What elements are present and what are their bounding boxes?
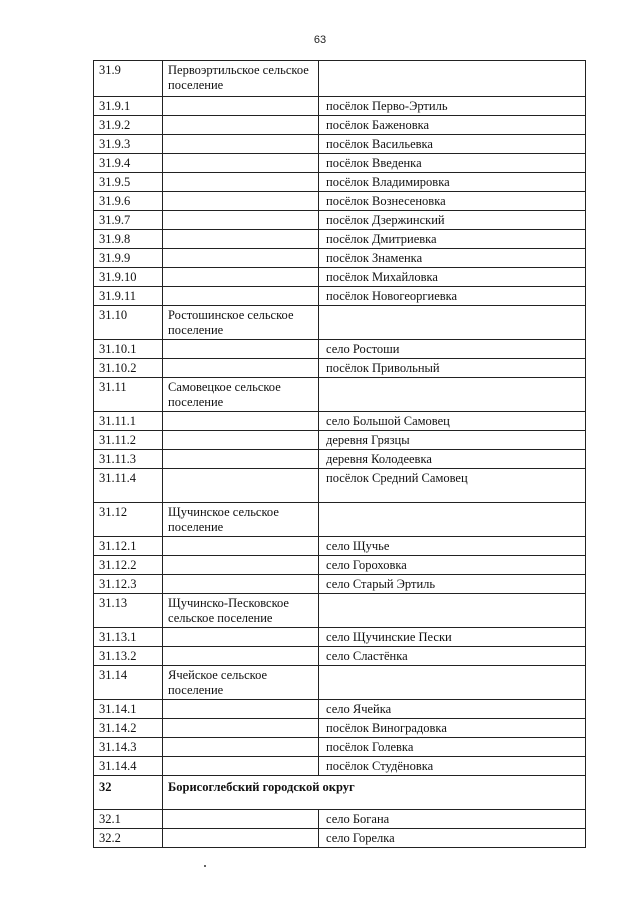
row-number: 31.9.6 [94,192,163,211]
table-row [94,556,586,575]
settlement-name [163,469,319,503]
table-row [94,647,586,666]
row-number: 31.9.2 [94,116,163,135]
table-row [94,776,586,810]
table-row [94,211,586,230]
locality-name: село Горелка [319,829,586,848]
settlement-name [163,412,319,431]
settlement-name [163,340,319,359]
table-row [94,829,586,848]
settlement-name [163,810,319,829]
settlement-name [163,431,319,450]
settlement-name [163,230,319,249]
settlement-name [163,575,319,594]
settlement-name [163,135,319,154]
table-row [94,378,586,412]
locality-name: деревня Грязцы [319,431,586,450]
table-row [94,97,586,116]
locality-name: посёлок Дмитриевка [319,230,586,249]
table-row [94,738,586,757]
settlement-name: Самовецкое сельское поселение [163,378,319,412]
locality-name [319,594,586,628]
table-row [94,431,586,450]
table-row [94,359,586,378]
row-number: 31.11.1 [94,412,163,431]
row-number: 31.11 [94,378,163,412]
table-row [94,306,586,340]
stray-mark [204,865,206,867]
table-row [94,537,586,556]
settlement-name [163,173,319,192]
table-row [94,61,586,97]
table-row [94,719,586,738]
settlement-name [163,249,319,268]
page-number: 63 [313,34,327,46]
table-row [94,700,586,719]
locality-name: посёлок Введенка [319,154,586,173]
table-row [94,469,586,503]
table-row [94,412,586,431]
table-row [94,575,586,594]
settlement-name [163,757,319,776]
row-number: 31.9.8 [94,230,163,249]
locality-name: посёлок Васильевка [319,135,586,154]
locality-name: село Ячейка [319,700,586,719]
row-number: 31.12.1 [94,537,163,556]
row-number: 31.10 [94,306,163,340]
table-row [94,666,586,700]
table-row [94,154,586,173]
table-row [94,249,586,268]
row-number: 31.10.2 [94,359,163,378]
row-number: 31.14.4 [94,757,163,776]
table-row [94,287,586,306]
row-number: 31.14.1 [94,700,163,719]
settlement-name [163,287,319,306]
locality-name: село Щучье [319,537,586,556]
locality-name [319,61,586,97]
row-number: 31.12 [94,503,163,537]
row-number: 31.9 [94,61,163,97]
locality-name: село Старый Эртиль [319,575,586,594]
locality-name [319,306,586,340]
settlements-table [93,60,586,848]
settlement-name: Щучинско-Песковское сельское поселение [163,594,319,628]
table-row [94,340,586,359]
row-number: 31.14 [94,666,163,700]
table-row [94,450,586,469]
settlement-name [163,700,319,719]
locality-name: село Сластёнка [319,647,586,666]
row-number: 31.9.7 [94,211,163,230]
settlement-name [163,628,319,647]
locality-name: посёлок Вознесеновка [319,192,586,211]
row-number: 31.9.11 [94,287,163,306]
locality-name: посёлок Студёновка [319,757,586,776]
settlement-name [163,192,319,211]
locality-name: село Богана [319,810,586,829]
locality-name: посёлок Знаменка [319,249,586,268]
row-number: 31.11.2 [94,431,163,450]
table-row [94,628,586,647]
district-name: Борисоглебский городской округ [163,776,586,810]
locality-name: село Большой Самовец [319,412,586,431]
table-row [94,810,586,829]
row-number: 32.2 [94,829,163,848]
table-row [94,173,586,192]
settlement-name: Щучинское сельское поселение [163,503,319,537]
locality-name: посёлок Владимировка [319,173,586,192]
settlement-name [163,116,319,135]
locality-name: посёлок Дзержинский [319,211,586,230]
settlement-name [163,738,319,757]
table-row [94,594,586,628]
row-number: 31.11.3 [94,450,163,469]
row-number: 31.12.2 [94,556,163,575]
row-number: 31.13.1 [94,628,163,647]
locality-name: посёлок Голевка [319,738,586,757]
table-row [94,116,586,135]
settlement-name [163,647,319,666]
settlement-name [163,154,319,173]
row-number: 31.9.10 [94,268,163,287]
locality-name: село Ростоши [319,340,586,359]
locality-name: село Щучинские Пески [319,628,586,647]
table-row [94,192,586,211]
row-number: 31.10.1 [94,340,163,359]
row-number: 31.14.2 [94,719,163,738]
row-number: 32.1 [94,810,163,829]
settlement-name [163,211,319,230]
locality-name: деревня Колодеевка [319,450,586,469]
locality-name: село Гороховка [319,556,586,575]
locality-name: посёлок Баженовка [319,116,586,135]
locality-name: посёлок Средний Самовец [319,469,586,503]
settlement-name [163,556,319,575]
locality-name: посёлок Михайловка [319,268,586,287]
settlement-name [163,268,319,287]
locality-name [319,666,586,700]
row-number: 31.13.2 [94,647,163,666]
settlement-name [163,829,319,848]
locality-name: посёлок Виноградовка [319,719,586,738]
settlement-name [163,359,319,378]
row-number: 31.12.3 [94,575,163,594]
table-row [94,268,586,287]
row-number: 32 [94,776,163,810]
table-row [94,135,586,154]
row-number: 31.9.3 [94,135,163,154]
settlement-name [163,97,319,116]
locality-name: посёлок Новогеоргиевка [319,287,586,306]
settlement-name [163,450,319,469]
locality-name [319,378,586,412]
settlement-name [163,537,319,556]
settlement-name [163,719,319,738]
table-row [94,503,586,537]
settlement-name: Первоэртильское сельское поселение [163,61,319,97]
table-row [94,230,586,249]
row-number: 31.9.1 [94,97,163,116]
row-number: 31.13 [94,594,163,628]
settlement-name: Ячейское сельское поселение [163,666,319,700]
row-number: 31.9.9 [94,249,163,268]
row-number: 31.9.4 [94,154,163,173]
settlement-name: Ростошинское сельское поселение [163,306,319,340]
row-number: 31.9.5 [94,173,163,192]
locality-name: посёлок Перво-Эртиль [319,97,586,116]
row-number: 31.14.3 [94,738,163,757]
row-number: 31.11.4 [94,469,163,503]
locality-name [319,503,586,537]
table-row [94,757,586,776]
locality-name: посёлок Привольный [319,359,586,378]
